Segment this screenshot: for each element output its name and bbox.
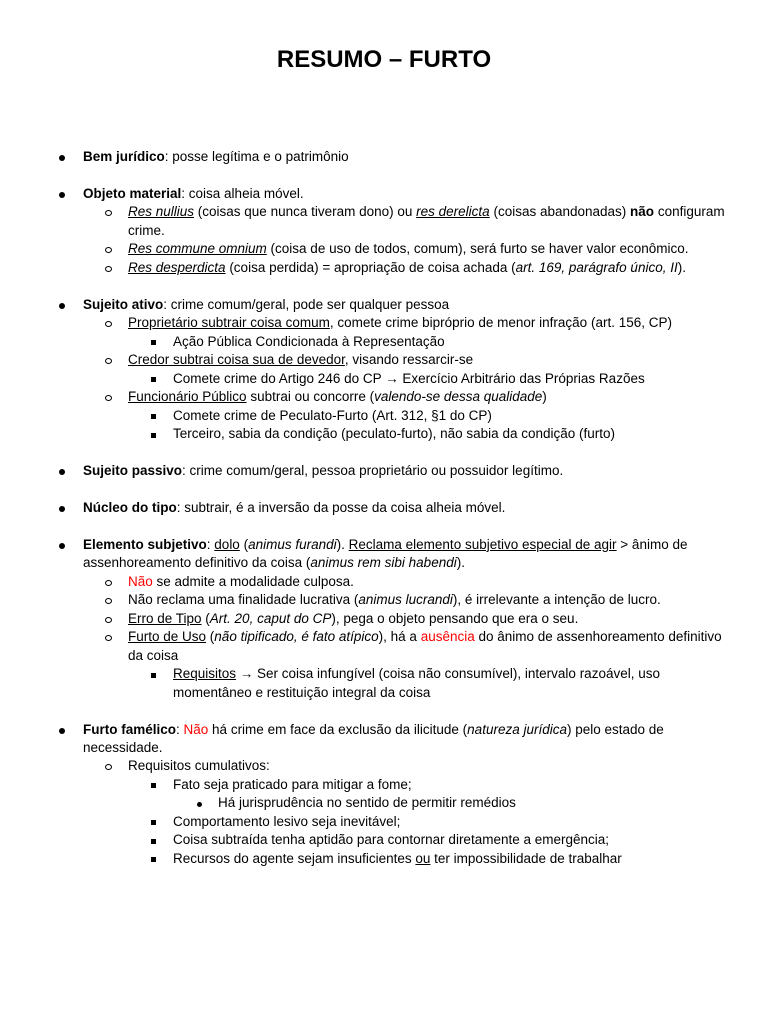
section-term: Objeto material	[83, 185, 182, 201]
text-segment: , comete crime bipróprio de menor infração (art. 156, CP)	[329, 315, 672, 331]
text-segment: : subtrair, é a inversão da posse da coisa alheia móvel.	[176, 499, 506, 515]
underlined-text: dolo	[214, 536, 240, 552]
text-segment: ), há a	[378, 629, 421, 645]
italic-text: valendo-se dessa qualidade	[374, 389, 543, 405]
latin-term: animus rem sibi habendi	[310, 555, 457, 571]
sub-sub-item	[0, 333, 732, 351]
text-segment: ), é irrelevante a intenção de lucro.	[452, 592, 661, 608]
latin-term: res derelicta	[416, 204, 490, 220]
text-segment: se admite a modalidade culposa.	[152, 573, 354, 589]
text-segment: ), pega o objeto pensando que era o seu.	[331, 610, 579, 626]
sub-sub-item	[0, 831, 732, 849]
text-segment: subtrai ou concorre (	[246, 389, 375, 405]
underlined-text: Requisitos	[173, 666, 237, 682]
text-segment: (	[201, 610, 210, 626]
section-term: Elemento subjetivo	[83, 536, 207, 552]
sub-sub-item	[0, 370, 732, 388]
text-segment: Comportamento lesivo seja inevitável;	[173, 813, 401, 829]
bullet-item-bem-juridico	[0, 148, 732, 166]
section-term: Sujeito ativo	[83, 296, 164, 312]
text-segment: : crime comum/geral, pode ser qualquer pessoa	[163, 296, 450, 312]
italic-text: Art. 20, caput do CP	[209, 610, 332, 626]
italic-text: não tipificado, é fato atípico	[214, 629, 379, 645]
latin-term: Res nullius	[128, 204, 195, 220]
text-segment: ).	[677, 259, 686, 275]
text-segment: ).	[336, 536, 349, 552]
bullet-item-sujeito-ativo	[0, 296, 732, 314]
text-segment: do ânimo de assenhoreamento definitivo da coisa	[128, 629, 722, 663]
text-segment: , visando ressarcir-se	[344, 352, 474, 368]
latin-term: Res commune omnium	[128, 241, 267, 257]
section-furto-famelico	[0, 721, 732, 869]
sub-item-res-nullius	[0, 203, 732, 240]
sub-item-furto-de-uso	[0, 628, 732, 665]
section-sujeito-ativo	[0, 296, 732, 444]
underlined-text: Credor subtrai coisa sua de devedor	[128, 352, 345, 368]
underlined-text: Funcionário Público	[128, 389, 247, 405]
sub-sub-item	[0, 407, 732, 425]
document-body	[0, 148, 732, 868]
sub-item-res-desperdicta	[0, 259, 732, 277]
text-segment: : posse legítima e o patrimônio	[164, 149, 349, 164]
text-segment: : crime comum/geral, pessoa proprietário ou possuidor legítimo.	[182, 462, 564, 478]
section-term: Sujeito passivo	[83, 462, 183, 478]
sub-sub-item	[0, 813, 732, 831]
highlighted-text: Não	[128, 573, 153, 589]
text-segment: Recursos do agente sejam insuficientes	[173, 850, 416, 866]
section-sujeito-passivo	[0, 462, 732, 480]
bullet-item-objeto-material	[0, 185, 732, 203]
sub-item-erro-de-tipo	[0, 610, 732, 628]
text-segment: configuram crime.	[128, 204, 725, 238]
text-segment: > ânimo de assenhoreamento definitivo da coisa (	[83, 536, 688, 571]
italic-text: natureza jurídica	[467, 721, 567, 737]
text-segment: (	[206, 629, 215, 645]
text-segment: Não reclama uma finalidade lucrativa (	[128, 592, 359, 608]
text-segment: → Ser coisa infungível (coisa não consumível), intervalo razoável, uso momentâneo e restituição integral da coisa	[173, 666, 660, 700]
text-segment: Há jurisprudência no sentido de permitir remédios	[218, 795, 516, 811]
text-segment: (	[239, 536, 249, 552]
sub-item-credor	[0, 351, 732, 369]
section-term: Furto famélico	[83, 721, 177, 737]
bullet-item-sujeito-passivo	[0, 462, 732, 480]
text-segment: : coisa alheia móvel.	[181, 185, 304, 201]
text-segment: Requisitos cumulativos:	[128, 758, 270, 774]
sub-item-res-commune-omnium	[0, 240, 732, 258]
bullet-item-nucleo-do-tipo	[0, 499, 732, 517]
text-segment: Terceiro, sabia da condição (peculato-furto), não sabia da condição (furto)	[173, 426, 615, 442]
text-segment: Comete crime de Peculato-Furto (Art. 312, §1 do CP)	[173, 407, 492, 423]
underlined-text: Proprietário subtrair coisa comum	[128, 315, 330, 331]
section-term: Bem jurídico	[83, 149, 165, 164]
text-segment: Fato seja praticado para mitigar a fome;	[173, 776, 412, 792]
text-segment: )	[542, 389, 547, 405]
sub-item-proprietario	[0, 314, 732, 332]
sub-sub-item	[0, 776, 732, 794]
underlined-text: Reclama elemento subjetivo especial de agir	[348, 536, 617, 552]
text-segment: ) pelo estado de necessidade.	[83, 721, 664, 755]
latin-term: Res desperdicta	[128, 259, 226, 275]
text-segment: Coisa subtraída tenha aptidão para contornar diretamente a emergência;	[173, 832, 610, 848]
sub-sub-item-requisitos	[0, 665, 732, 702]
text-segment: (coisa de uso de todos, comum), será furto se haver valor econômico.	[266, 241, 689, 257]
underlined-text: Erro de Tipo	[128, 610, 202, 626]
text-segment: há crime em face da exclusão da ilicitude (	[208, 721, 468, 737]
sub-item-funcionario-publico	[0, 388, 732, 406]
highlighted-text: Não	[183, 721, 209, 737]
text-segment: ter impossibilidade de trabalhar	[430, 850, 622, 866]
sub-item-animus-lucrandi	[0, 591, 732, 609]
text-segment: :	[206, 536, 215, 552]
bold-text: não	[630, 204, 655, 220]
section-nucleo-do-tipo	[0, 499, 732, 517]
text-segment: (coisas que nunca tiveram dono) ou	[194, 204, 417, 220]
section-elemento-subjetivo	[0, 536, 732, 702]
sub-item-requisitos-cumulativos	[0, 757, 732, 775]
sub-sub-item	[0, 425, 732, 443]
document-title: RESUMO – FURTO	[276, 46, 492, 73]
highlighted-text: ausência	[420, 629, 475, 645]
section-term: Núcleo do tipo	[83, 499, 177, 515]
bullet-item-elemento-subjetivo	[0, 536, 732, 573]
text-segment: ).	[456, 555, 465, 571]
sub-sub-item	[0, 850, 732, 868]
underlined-text: Furto de Uso	[128, 629, 207, 645]
underlined-text: ou	[415, 850, 431, 866]
text-segment: Ação Pública Condicionada à Representação	[173, 333, 445, 349]
text-segment: (coisas abandonadas)	[489, 204, 631, 220]
sub-sub-sub-item	[0, 794, 732, 812]
text-segment: :	[176, 721, 184, 737]
section-bem-juridico	[0, 148, 732, 166]
italic-text: art. 169, parágrafo único, II	[515, 259, 678, 275]
sub-item-culposa	[0, 573, 732, 591]
text-segment: (coisa perdida) = apropriação de coisa achada (	[225, 259, 516, 275]
latin-term: animus furandi	[248, 536, 337, 552]
text-segment: Comete crime do Artigo 246 do CP → Exercício Arbitrário das Próprias Razões	[173, 370, 645, 386]
section-objeto-material	[0, 185, 732, 277]
bullet-item-furto-famelico	[0, 721, 732, 758]
latin-term: animus lucrandi	[358, 592, 453, 608]
